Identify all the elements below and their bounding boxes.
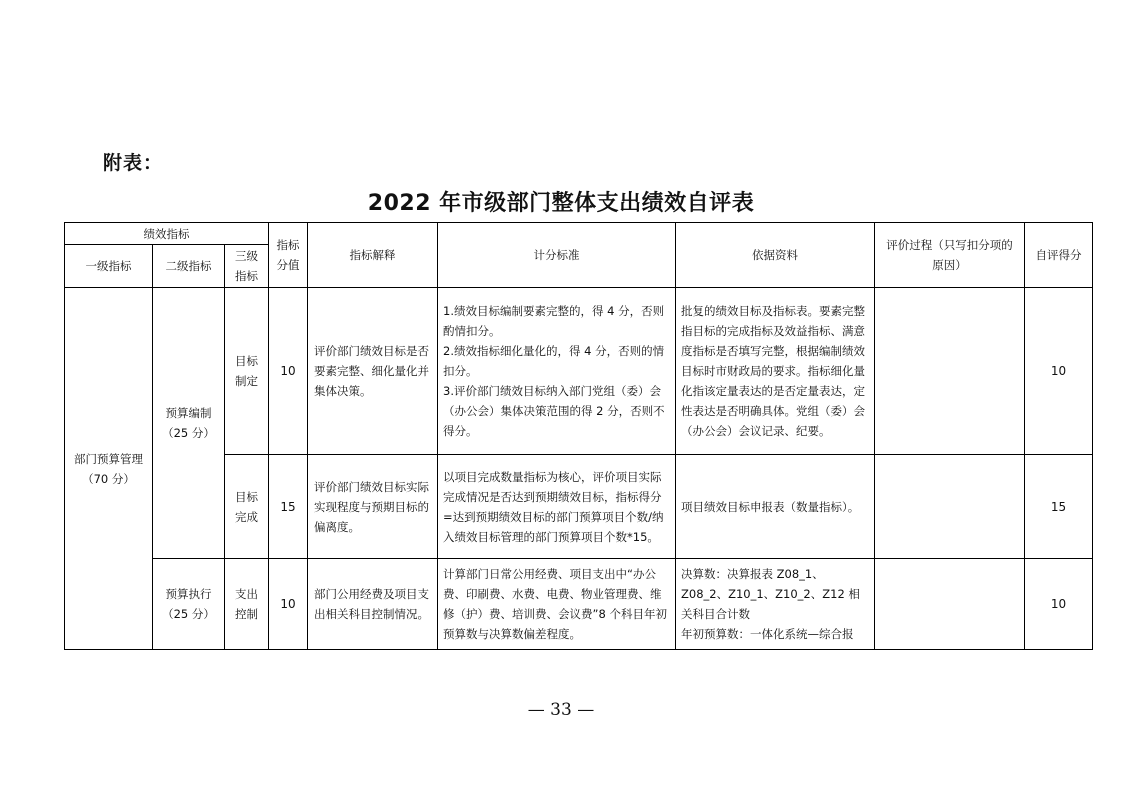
level3-cell: 目标 制定 [225, 288, 269, 455]
header-self-score: 自评得分 [1025, 223, 1093, 288]
header-process: 评价过程（只写扣分项的 原因） [875, 223, 1025, 288]
level2-cell: 预算编制 （25 分） [153, 288, 225, 559]
standard-cell: 以项目完成数量指标为核心，评价项目实际完成情况是否达到预期绩效目标，指标得分=达到预期绩效目标的部门预算项目个数/纳入绩效目标管理的部门预算项目个数*15。 [438, 455, 676, 559]
score-value-cell: 10 [269, 559, 308, 650]
header-level1: 一级指标 [65, 245, 153, 288]
attachment-label: 附表： [103, 152, 164, 174]
header-indicator-group: 绩效指标 [65, 223, 269, 245]
level2-cell: 预算执行 （25 分） [153, 559, 225, 650]
process-cell [875, 455, 1025, 559]
evaluation-table [64, 222, 1093, 650]
table-row [65, 288, 1093, 455]
self-score-cell: 15 [1025, 455, 1093, 559]
header-standard: 计分标准 [438, 223, 676, 288]
header-level2: 二级指标 [153, 245, 225, 288]
header-level3: 三级 指标 [225, 245, 269, 288]
explanation-cell: 评价部门绩效目标是否要素完整、细化量化并集体决策。 [308, 288, 438, 455]
header-basis: 依据资料 [676, 223, 875, 288]
header-explanation: 指标解释 [308, 223, 438, 288]
process-cell [875, 559, 1025, 650]
header-score-value: 指标 分值 [269, 223, 308, 288]
table-row [65, 559, 1093, 650]
page-title: 2022 年市级部门整体支出绩效自评表 [367, 191, 755, 216]
process-cell [875, 288, 1025, 455]
basis-cell: 项目绩效目标申报表（数量指标）。 [676, 455, 875, 559]
level3-cell: 支出 控制 [225, 559, 269, 650]
standard-cell: 计算部门日常公用经费、项目支出中“办公费、印刷费、水费、电费、物业管理费、维修（护）费、培训费、会议费”8 个科目年初预算数与决算数偏差程度。 [438, 559, 676, 650]
basis-cell: 决算数：决算报表 Z08_1、Z08_2、Z10_1、Z10_2、Z12 相关科目合计数 年初预算数：一体化系统—综合报 [676, 559, 875, 650]
level1-cell: 部门预算管理 （70 分） [65, 288, 153, 650]
score-value-cell: 15 [269, 455, 308, 559]
explanation-cell: 部门公用经费及项目支出相关科目控制情况。 [308, 559, 438, 650]
level3-cell: 目标 完成 [225, 455, 269, 559]
page-number: — 33 — [527, 700, 595, 720]
standard-cell: 1.绩效目标编制要素完整的，得 4 分，否则酌情扣分。 2.绩效指标细化量化的，得 4 分，否则的情扣分。 3.评价部门绩效目标纳入部门党组（委）会（办公会）集体决策范围的得 2 分，否则不得分。 [438, 288, 676, 455]
basis-cell: 批复的绩效目标及指标表。要素完整指目标的完成指标及效益指标、满意度指标是否填写完整，根据编制绩效目标时市财政局的要求。指标细化量化指该定量表达的是否定量表达，定性表达是否明确具体。党组（委）会（办公会）会议记录、纪要。 [676, 288, 875, 455]
self-score-cell: 10 [1025, 559, 1093, 650]
score-value-cell: 10 [269, 288, 308, 455]
explanation-cell: 评价部门绩效目标实际实现程度与预期目标的偏离度。 [308, 455, 438, 559]
self-score-cell: 10 [1025, 288, 1093, 455]
